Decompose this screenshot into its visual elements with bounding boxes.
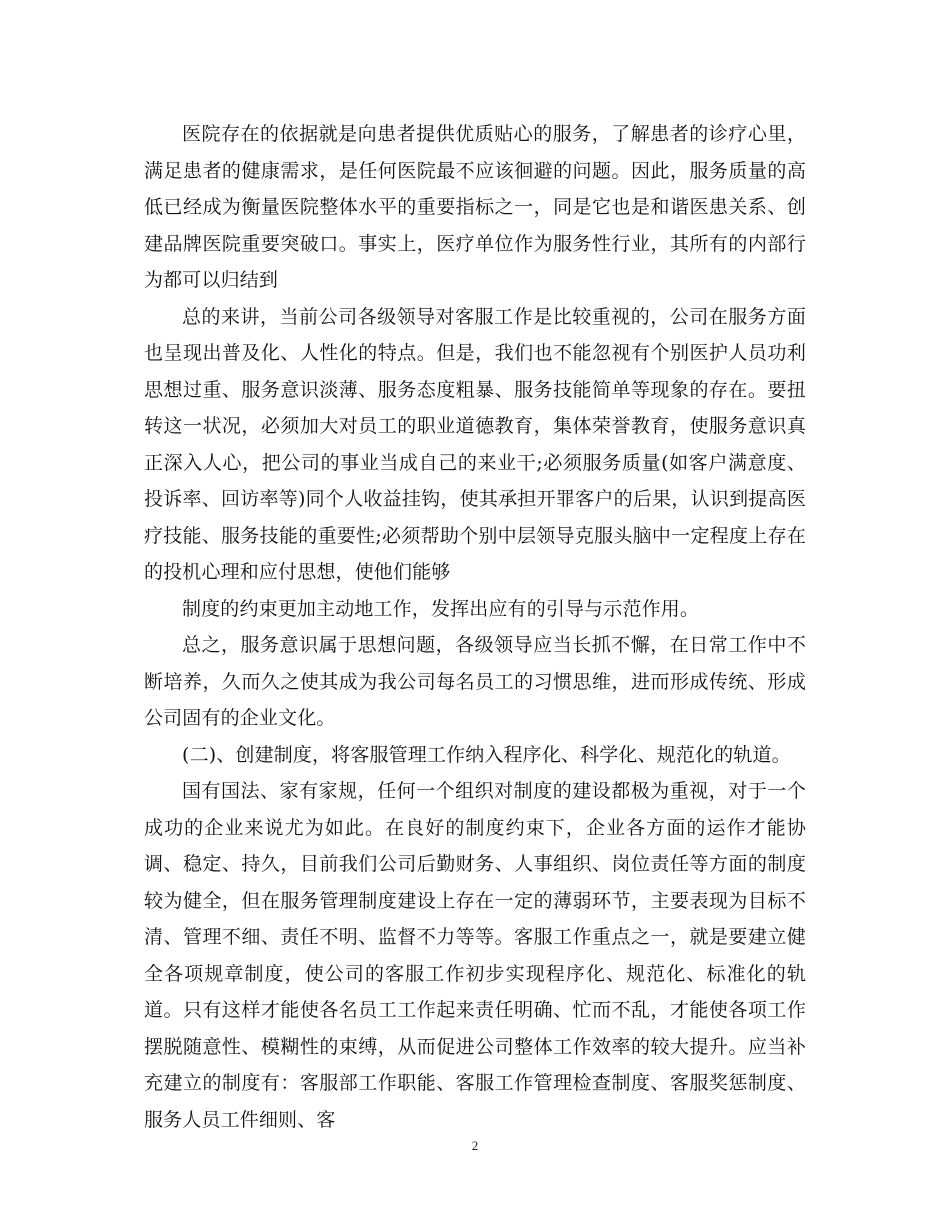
- paragraph-3: 制度的约束更加主动地工作，发挥出应有的引导与示范作用。: [182, 597, 700, 620]
- paragraph-4: 总之，服务意识属于思想问题，各级领导应当长抓不懈，在日常工作中不断培养，久而久之使其成为我公司每名员工的习惯思维，进而形成传统、形成公司固有的企业文化。: [144, 634, 806, 729]
- paragraph-1: 医院存在的依据就是向患者提供优质贴心的服务，了解患者的诊疗心里，满足患者的健康需求，是任何医院最不应该徊避的问题。因此，服务质量的高低已经成为衡量医院整体水平的重要指标之一，同是它也是和谐医患关系、创建品牌医院重要突破口。事实上，医疗单位作为服务性行业，其所有的内部行为都可以归结到: [144, 123, 806, 291]
- page-number: 2: [471, 1138, 479, 1153]
- document-body: [144, 116, 806, 1138]
- paragraph-6: 国有国法、家有家规，任何一个组织对制度的建设都极为重视，对于一个成功的企业来说尤为如此。在良好的制度约束下，企业各方面的运作才能协调、稳定、持久，目前我们公司后勤财务、人事组织、岗位责任等方面的制度较为健全，但在服务管理制度建设上存在一定的薄弱环节，主要表现为目标不清、管理不细、责任不明、监督不力等等。客服工作重点之一，就是要建立健全各项规章制度，使公司的客服工作初步实现程序化、规范化、标准化的轨道。只有这样才能使各名员工工作起来责任明确、忙而不乱，才能使各项工作摆脱随意性、模糊性的束缚，从而促进公司整体工作效率的较大提升。应当补充建立的制度有：客服部工作职能、客服工作管理检查制度、客服奖惩制度、服务人员工件细则、客: [144, 780, 806, 1131]
- paragraph-2: 总的来讲，当前公司各级领导对客服工作是比较重视的，公司在服务方面也呈现出普及化、人性化的特点。但是，我们也不能忽视有个别医护人员功利思想过重、服务意识淡薄、服务态度粗暴、服务技能简单等现象的存在。要扭转这一状况，必须加大对员工的职业道德教育，集体荣誉教育，使服务意识真正深入人心，把公司的事业当成自己的来业干;必须服务质量(如客户满意度、投诉率、回访率等)同个人收益挂钩，使其承担开罪客户的后果，认识到提高医疗技能、服务技能的重要性;必须帮助个别中层领导克服头脑中一定程度上存在的投机心理和应付思想，使他们能够: [144, 305, 806, 583]
- section-heading: (二)、创建制度，将客服管理工作纳入程序化、科学化、规范化的轨道。: [182, 743, 791, 766]
